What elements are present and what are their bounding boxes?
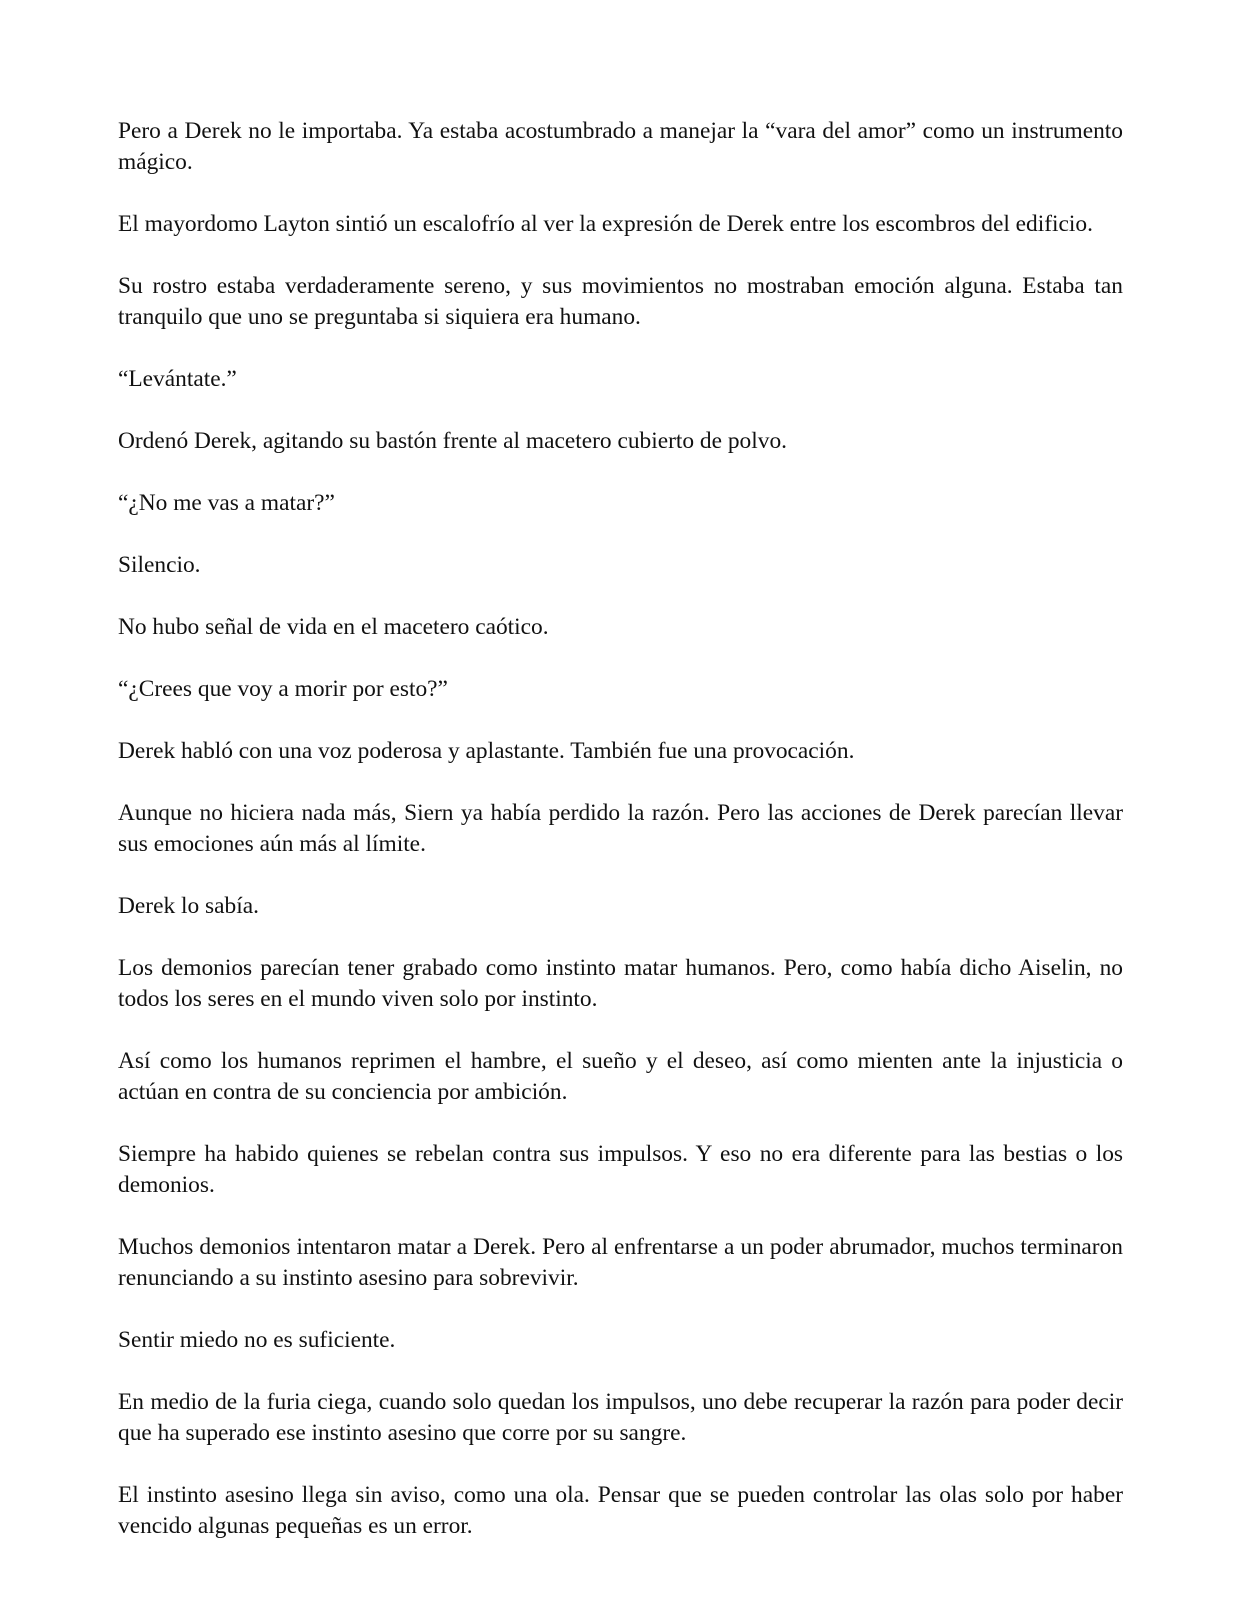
paragraph-18: En medio de la furia ciega, cuando solo quedan los impulsos, uno debe recuperar la razón para poder decir que ha superado ese instinto asesino que corre por su sangre. [118,1389,1123,1446]
paragraph-17: Sentir miedo no es suficiente. [118,1327,396,1353]
paragraph-9: “¿Crees que voy a morir por esto?” [118,676,448,702]
paragraph-19: El instinto asesino llega sin aviso, como una ola. Pensar que se pueden controlar las olas solo por haber vencido algunas pequeñas es un error. [118,1482,1123,1539]
paragraph-15: Siempre ha habido quienes se rebelan contra sus impulsos. Y eso no era diferente para las bestias o los demonios. [118,1141,1123,1198]
document-page [118,116,1123,1542]
paragraph-14: Así como los humanos reprimen el hambre, el sueño y el deseo, así como mienten ante la injusticia o actúan en contra de su conciencia por ambición. [118,1048,1123,1105]
paragraph-11: Aunque no hiciera nada más, Siern ya había perdido la razón. Pero las acciones de Derek parecían llevar sus emociones aún más al límite. [118,800,1123,857]
paragraph-12: Derek lo sabía. [118,893,259,919]
paragraph-1: Pero a Derek no le importaba. Ya estaba acostumbrado a manejar la “vara del amor” como un instrumento mágico. [118,118,1123,175]
paragraph-7: Silencio. [118,552,201,578]
paragraph-10: Derek habló con una voz poderosa y aplastante. También fue una provocación. [118,738,855,764]
paragraph-3: Su rostro estaba verdaderamente sereno, y sus movimientos no mostraban emoción alguna. Estaba tan tranquilo que uno se preguntaba si siquiera era humano. [118,273,1123,330]
paragraph-13: Los demonios parecían tener grabado como instinto matar humanos. Pero, como había dicho Aiselin, no todos los seres en el mundo viven solo por instinto. [118,955,1123,1012]
paragraph-5: Ordenó Derek, agitando su bastón frente al macetero cubierto de polvo. [118,428,787,454]
paragraph-6: “¿No me vas a matar?” [118,490,335,516]
paragraph-8: No hubo señal de vida en el macetero caótico. [118,614,549,640]
paragraph-4: “Levántate.” [118,366,237,392]
paragraph-2: El mayordomo Layton sintió un escalofrío al ver la expresión de Derek entre los escombros del edificio. [118,211,1093,237]
paragraph-16: Muchos demonios intentaron matar a Derek. Pero al enfrentarse a un poder abrumador, muchos terminaron renunciando a su instinto asesino para sobrevivir. [118,1234,1123,1291]
